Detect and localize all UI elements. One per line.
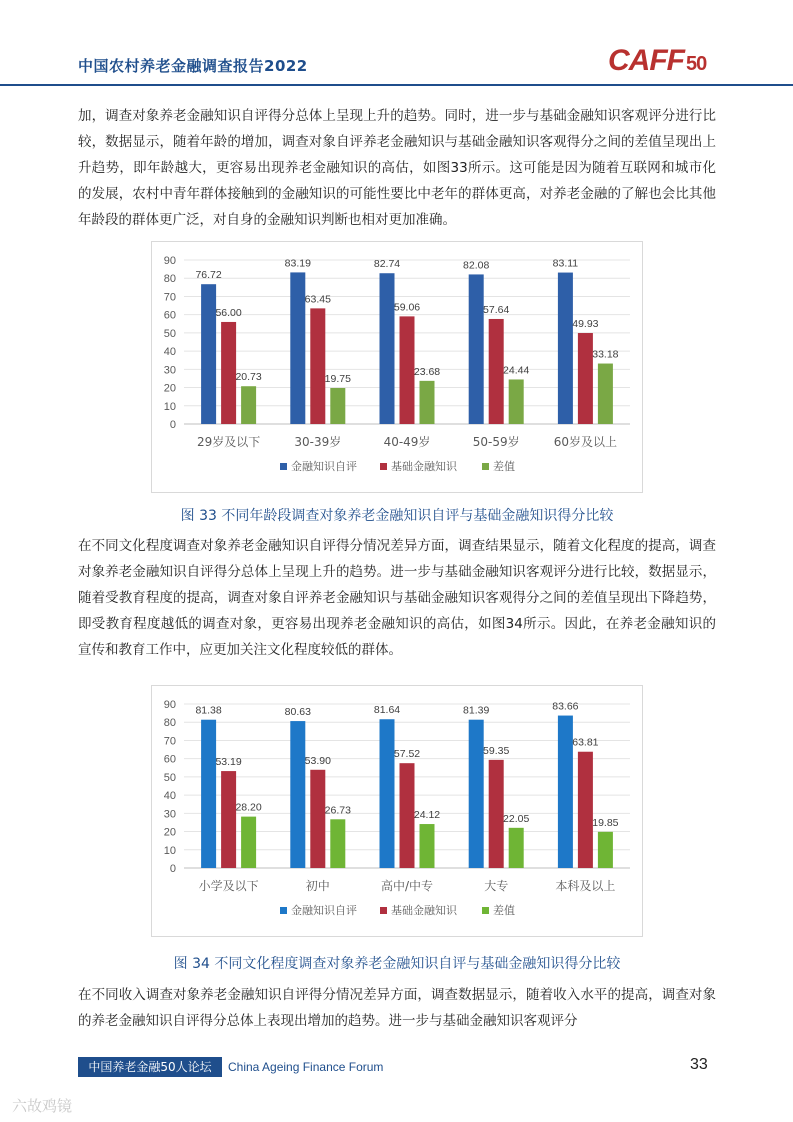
data-label: 63.45 xyxy=(304,293,331,306)
bar xyxy=(598,832,613,868)
logo-num: 50 xyxy=(685,53,707,75)
data-label: 19.85 xyxy=(592,816,619,829)
bar xyxy=(489,760,504,868)
y-tick-label: 20 xyxy=(163,382,176,395)
data-label: 81.39 xyxy=(463,704,490,717)
y-tick-label: 30 xyxy=(163,808,176,821)
y-tick-label: 0 xyxy=(169,863,176,875)
x-tick-label: 高中/中专 xyxy=(380,879,434,893)
bar xyxy=(469,720,484,868)
data-label: 19.75 xyxy=(324,373,351,386)
legend-label: 基础金融知识 xyxy=(391,904,457,917)
legend-label: 差值 xyxy=(493,460,515,473)
y-tick-label: 50 xyxy=(163,771,176,784)
figure-34-chart xyxy=(151,685,643,937)
figure-33-caption: 图 33 不同年龄段调查对象养老金融知识自评与基础金融知识得分比较 xyxy=(180,508,614,524)
bar xyxy=(598,364,613,424)
y-tick-label: 60 xyxy=(163,309,176,322)
bar xyxy=(241,386,256,424)
y-tick-label: 30 xyxy=(163,364,176,377)
y-tick-label: 70 xyxy=(163,291,176,304)
paragraph-1: 加，调查对象养老金融知识自评得分总体上呈现上升的趋势。同时，进一步与基础金融知识客观评分进行比较，数据显示，随着年龄的增加，调查对象自评养老金融知识与基础金融知识客观得分之间的差值呈现出上升趋势，即年龄越大，更容易出现养老金融知识的高估，如图33所示。这可能是因为随着互联网和城市化的发展，农村中青年群体接触到的金融知识的可能性要比中老年的群体更高，对养老金融的了解也会比其他年龄段的群体更广泛，对自身的金融知识判断也相对更加准确。 xyxy=(78,108,716,228)
data-label: 24.12 xyxy=(413,809,441,822)
bar xyxy=(330,388,345,424)
data-label: 20.73 xyxy=(235,371,262,384)
y-tick-label: 80 xyxy=(163,273,176,286)
y-tick-label: 40 xyxy=(163,790,176,803)
legend-label: 差值 xyxy=(493,904,515,917)
data-label: 59.35 xyxy=(483,744,510,757)
y-tick-label: 10 xyxy=(163,400,176,413)
bar xyxy=(420,824,435,868)
data-label: 82.08 xyxy=(463,259,490,272)
page-number: 33 xyxy=(690,1056,708,1073)
legend-label: 金融知识自评 xyxy=(291,460,357,473)
legend-swatch xyxy=(380,907,387,914)
paragraph-3: 在不同收入调查对象养老金融知识自评得分情况差异方面，调查数据显示，随着收入水平的提高，调查对象的养老金融知识自评得分总体上表现出增加的趋势。进一步与基础金融知识客观评分 xyxy=(78,987,716,1029)
x-tick-label: 初中 xyxy=(305,879,330,893)
bar xyxy=(221,322,236,424)
bar xyxy=(509,828,524,868)
data-label: 28.20 xyxy=(235,801,262,814)
data-label: 57.64 xyxy=(483,303,510,316)
data-label: 53.90 xyxy=(304,754,331,767)
x-tick-label: 小学及以下 xyxy=(198,879,259,893)
bar xyxy=(310,308,325,424)
y-tick-label: 10 xyxy=(163,844,176,857)
legend-swatch xyxy=(280,907,287,914)
x-tick-label: 大专 xyxy=(484,879,509,893)
header-rule xyxy=(0,84,793,86)
bar xyxy=(469,274,484,424)
data-label: 81.64 xyxy=(373,704,401,717)
bar xyxy=(330,819,345,868)
y-tick-label: 60 xyxy=(163,753,176,766)
paragraph-2: 在不同文化程度调查对象养老金融知识自评得分情况差异方面，调查结果显示，随着文化程度的提高，调查对象养老金融知识自评得分总体上呈现上升的趋势。进一步与基础金融知识客观评分进行比较，数据显示，随着受教育程度的提高，调查对象自评养老金融知识与基础金融知识客观得分之间的差值呈现出下降趋势，即受教育程度越低的调查对象，更容易出现养老金融知识的高估，如图34所示。因此，在养老金融知识的宣传和教育工作中，应更加关注文化程度较低的群体。 xyxy=(78,538,716,658)
watermark: 六故鸡镜 xyxy=(12,1097,73,1115)
x-tick-label: 50-59岁 xyxy=(472,435,520,449)
x-tick-label: 40-49岁 xyxy=(383,435,431,449)
data-label: 83.66 xyxy=(552,700,579,713)
bar xyxy=(578,752,593,868)
x-tick-label: 29岁及以下 xyxy=(196,435,261,449)
data-label: 22.05 xyxy=(503,812,530,825)
bar xyxy=(558,273,573,424)
bar xyxy=(310,770,325,868)
data-label: 33.18 xyxy=(592,348,619,361)
data-label: 56.00 xyxy=(215,306,242,319)
legend-label: 金融知识自评 xyxy=(291,904,357,917)
y-tick-label: 0 xyxy=(169,419,176,431)
y-tick-label: 80 xyxy=(163,717,176,730)
bar xyxy=(201,720,216,868)
data-label: 83.19 xyxy=(284,257,311,270)
bar xyxy=(509,379,524,424)
figure-33-svg xyxy=(152,242,642,492)
x-tick-label: 60岁及以上 xyxy=(553,435,618,449)
data-label: 26.73 xyxy=(324,804,351,817)
bar xyxy=(290,272,305,424)
bar xyxy=(578,333,593,424)
legend-label: 基础金融知识 xyxy=(391,460,457,473)
bar xyxy=(558,716,573,868)
logo-main: CAFF xyxy=(608,44,684,77)
data-label: 81.38 xyxy=(195,704,222,717)
data-label: 59.06 xyxy=(393,301,421,314)
legend-swatch xyxy=(280,463,287,470)
legend-swatch xyxy=(380,463,387,470)
y-tick-label: 20 xyxy=(163,826,176,839)
legend-swatch xyxy=(482,463,489,470)
y-tick-label: 90 xyxy=(163,699,176,711)
bar xyxy=(400,763,415,868)
data-label: 53.19 xyxy=(215,756,242,769)
data-label: 24.44 xyxy=(503,364,530,377)
data-label: 49.93 xyxy=(572,318,599,331)
figure-34-svg xyxy=(152,686,642,936)
y-tick-label: 50 xyxy=(163,327,176,340)
bar xyxy=(380,273,395,424)
bar xyxy=(201,284,216,424)
bar xyxy=(241,817,256,868)
data-label: 82.74 xyxy=(373,258,401,271)
data-label: 83.11 xyxy=(552,257,579,270)
bar xyxy=(400,316,415,424)
bar xyxy=(489,319,504,424)
figure-33-chart xyxy=(151,241,643,493)
x-tick-label: 30-39岁 xyxy=(294,435,342,449)
data-label: 76.72 xyxy=(195,269,222,282)
data-label: 57.52 xyxy=(393,748,421,761)
page-header-title: 中国农村养老金融调查报告2022 xyxy=(78,57,308,75)
bar xyxy=(420,381,435,424)
data-label: 80.63 xyxy=(284,706,311,719)
bar xyxy=(380,719,395,868)
legend-swatch xyxy=(482,907,489,914)
y-tick-label: 40 xyxy=(163,346,176,359)
footer-badge: 中国养老金融50人论坛 xyxy=(78,1057,222,1077)
caff50-logo xyxy=(608,44,706,78)
y-tick-label: 90 xyxy=(163,255,176,267)
x-tick-label: 本科及以上 xyxy=(555,879,616,893)
footer-subtitle: China Ageing Finance Forum xyxy=(228,1060,384,1074)
bar xyxy=(221,771,236,868)
figure-34-caption: 图 34 不同文化程度调查对象养老金融知识自评与基础金融知识得分比较 xyxy=(173,956,621,972)
data-label: 63.81 xyxy=(572,736,599,749)
data-label: 23.68 xyxy=(413,365,441,378)
y-tick-label: 70 xyxy=(163,735,176,748)
bar xyxy=(290,721,305,868)
